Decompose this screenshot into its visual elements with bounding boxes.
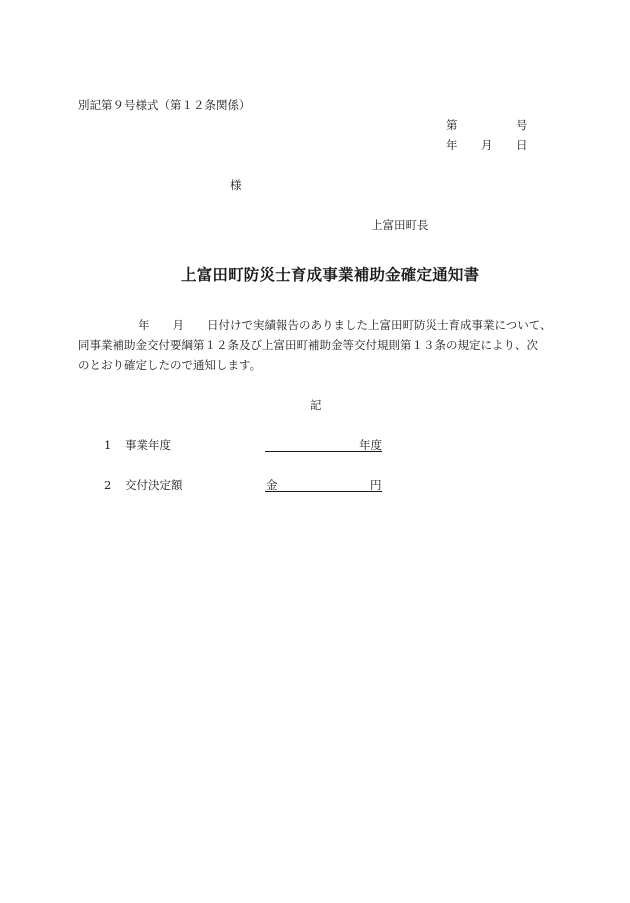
item-1-number: 1 bbox=[104, 438, 112, 452]
body-line-2: 同事業補助金交付要綱第１２条及び上富田町補助金等交付規則第１３条の規定により、次 bbox=[78, 338, 538, 352]
date-day: 日 bbox=[516, 138, 528, 152]
item-2-field bbox=[265, 477, 382, 492]
body-line-1: 年 月 日付けで実績報告のありました上富田町防災士育成事業について、 bbox=[138, 318, 552, 332]
item-1-unit: 年度 bbox=[359, 438, 382, 452]
recipient-suffix: 様 bbox=[230, 178, 242, 192]
item-2-unit: 円 bbox=[370, 478, 382, 492]
issuer: 上富田町長 bbox=[371, 218, 429, 232]
item-2-prefix: 金 bbox=[266, 478, 278, 492]
doc-number-prefix: 第 bbox=[446, 118, 458, 132]
item-1-label: 事業年度 bbox=[125, 438, 171, 452]
form-label: 別記第９号様式（第１２条関係） bbox=[78, 98, 251, 112]
item-2-number: 2 bbox=[104, 478, 112, 492]
ki-heading: 記 bbox=[310, 398, 322, 412]
date-year: 年 bbox=[446, 138, 458, 152]
date-month: 月 bbox=[481, 138, 493, 152]
doc-number-suffix: 号 bbox=[516, 118, 528, 132]
page-title: 上富田町防災士育成事業補助金確定通知書 bbox=[181, 265, 480, 284]
item-2-label: 交付決定額 bbox=[125, 478, 183, 492]
body-line-3: のとおり確定したので通知します。 bbox=[78, 358, 262, 372]
